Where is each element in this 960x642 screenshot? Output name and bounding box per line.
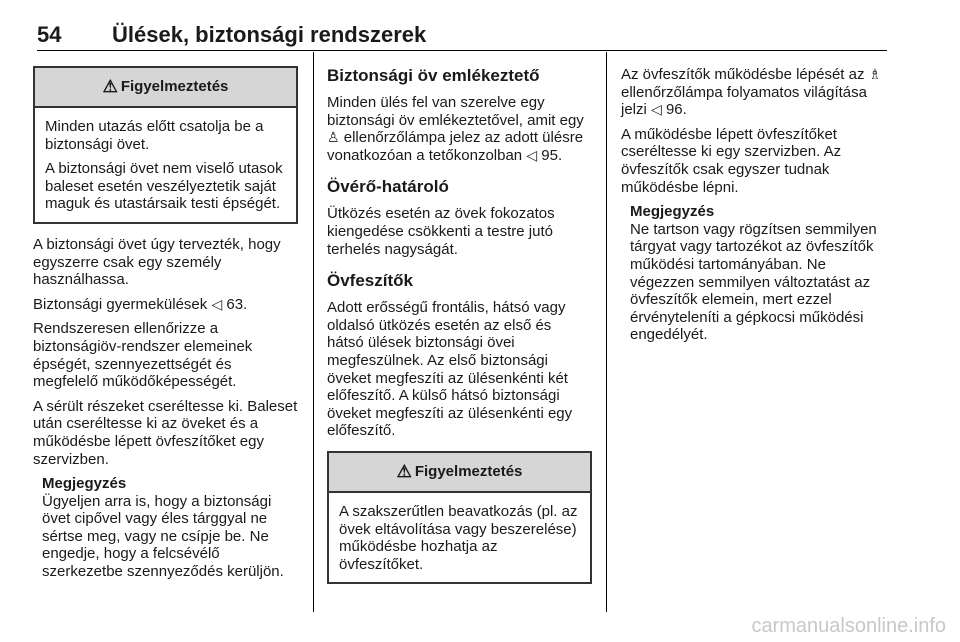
paragraph: Ütközés esetén az övek fokozatos kiengedése csökkenti a testre jutó terhelés nagyságát. (327, 205, 555, 258)
column-divider (313, 52, 314, 612)
page-ref[interactable]: 63. (226, 295, 248, 313)
warning-title: Figyelmeztetés (414, 463, 523, 481)
column-3 (621, 66, 886, 344)
warning-box (33, 66, 298, 224)
warning-triangle-icon: ⚠ (102, 77, 118, 97)
header-rule (37, 50, 887, 51)
warning-text: A biztonsági övet nem viselő utasok baleset esetén veszélyeztetik saját maguk és utastársaik testi épségét. (45, 160, 283, 213)
note-title: Megjegyzés (630, 203, 715, 221)
warning-body (329, 493, 590, 582)
note-title: Megjegyzés (42, 475, 127, 493)
paragraph: A működésbe lépett övfeszítőket cseréltesse ki egy szervizben. Az övfeszítők csak egyszer tudnak működésbe lépni. (621, 125, 842, 196)
warning-text: Minden utazás előtt csatolja be a biztonsági övet. (45, 118, 264, 153)
seatbelt-reminder-icon: ♙ (327, 129, 340, 146)
warning-box (327, 451, 592, 584)
column-1 (33, 66, 298, 581)
column-2 (327, 66, 592, 584)
page-ref[interactable]: 96. (665, 101, 687, 119)
paragraph: Adott erősségű frontális, hátsó vagy oldalsó ütközés esetén az első és hátsó ülések biztonsági övei megfeszülnek. Az első biztonsági öveket megfeszíti az ülésenkénti két előfeszítő. A külső hátsó biztonsági öveket megfeszíti az ülésenkénti egy előfeszítő. (327, 299, 573, 440)
column-divider (606, 52, 607, 612)
paragraph: Biztonsági gyermekülések ◁ 63. (33, 295, 248, 313)
section-heading: Övérő-határoló (327, 177, 449, 197)
paragraph: A sérült részeket cseréltesse ki. Baleset után cseréltesse ki az öveket és a működésbe lépett övfeszítőket egy szervizben. (33, 397, 298, 468)
warning-header (35, 68, 296, 108)
note-block (33, 475, 298, 581)
page-ref[interactable]: 95. (541, 146, 563, 164)
section-heading: Övfeszítők (327, 271, 413, 291)
paragraph: Az övfeszítők működésbe lépését az ♗ ellenőrzőlámpa folyamatos világítása jelzi ◁ 96. (621, 66, 882, 119)
page-number: 54 (37, 22, 62, 47)
watermark: carmanualsonline.info (751, 615, 946, 637)
note-text: Ne tartson vagy rögzítsen semmilyen tárgyat vagy tartozékot az övfeszítők működési tartományában. Ne végezzen semmilyen változtatást az övfeszítők elemein, mert ezzel érvényteleníti a gépkocsi működési engedélyét. (630, 220, 877, 344)
page-header (37, 22, 887, 52)
warning-title: Figyelmeztetés (120, 78, 229, 96)
pretensioner-warning-icon: ♗ (868, 66, 882, 82)
warning-triangle-icon: ⚠ (396, 462, 412, 482)
page-title: Ülések, biztonsági rendszerek (112, 22, 427, 47)
paragraph: A biztonsági övet úgy tervezték, hogy egyszerre csak egy személy használhassa. (33, 235, 281, 289)
page-ref-icon: ◁ (211, 295, 223, 312)
page-ref-icon: ◁ (651, 101, 662, 118)
page-ref-icon: ◁ (526, 146, 538, 163)
section-heading: Biztonsági öv emlékeztető (327, 66, 540, 85)
paragraph: Minden ülés fel van szerelve egy biztonsági öv emlékeztetővel, amit egy ♙ ellenőrzőlámpa jelez az adott ülésre vonatkozóan a tetőkonzolban ◁ 95. (327, 94, 584, 164)
note-block (621, 203, 886, 344)
note-text: Ügyeljen arra is, hogy a biztonsági övet cipővel vagy éles tárggyal ne sértse meg, vagy ne csípje be. Ne engedje, hogy a felcsévélő szerkezetbe szennyeződés kerüljön. (42, 492, 284, 581)
warning-text: A szakszerűtlen beavatkozás (pl. az övek eltávolítása vagy beszerelése) működésbe hozhatja az övfeszítőket. (339, 502, 578, 573)
paragraph: Rendszeresen ellenőrizze a biztonságiöv-rendszer elemeinek épségét, szennyezettségét és megfelelő működőképességét. (33, 320, 253, 391)
warning-body (35, 108, 296, 222)
warning-header (329, 453, 590, 493)
